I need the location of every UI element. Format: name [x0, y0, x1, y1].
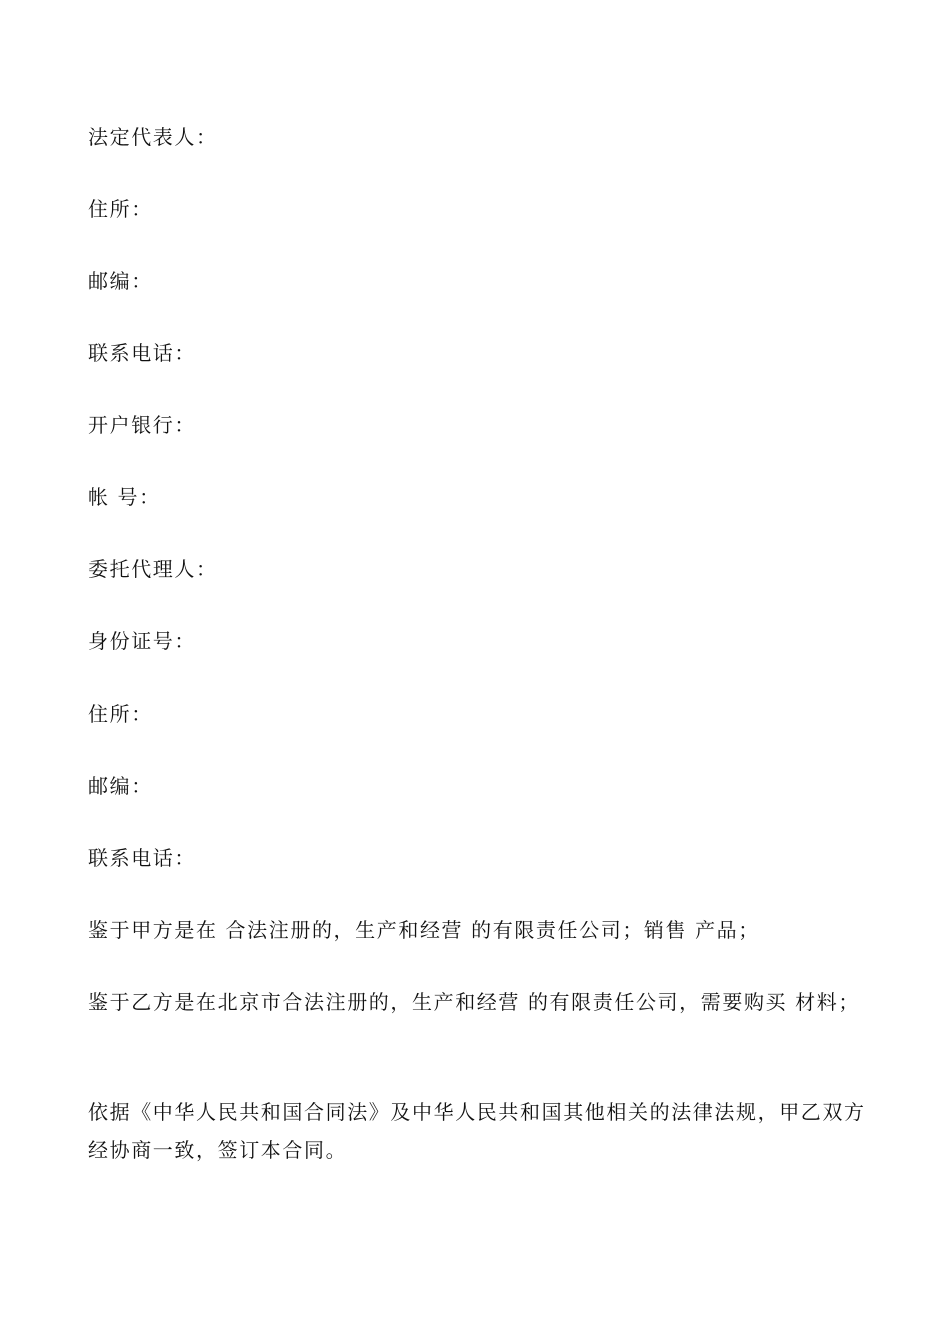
field-account-number: 帐 号： [88, 485, 161, 509]
field-postcode: 邮编： [88, 269, 153, 293]
field-authorized-agent: 委托代理人： [88, 557, 218, 581]
field-bank: 开户银行： [88, 413, 196, 437]
field-agent-address: 住所： [88, 702, 153, 726]
paragraph-legal-basis: 依据《中华人民共和国合同法》及中华人民共和国其他相关的法律法规，甲乙双方经协商一致，签订本合同。 [88, 1100, 866, 1162]
field-agent-phone: 联系电话： [88, 846, 196, 870]
paragraph-party-b: 鉴于乙方是在北京市合法注册的，生产和经营 的有限责任公司，需要购买 材料； [88, 990, 860, 1014]
paragraph-party-a: 鉴于甲方是在 合法注册的，生产和经营 的有限责任公司；销售 产品； [88, 918, 760, 942]
field-agent-postcode: 邮编： [88, 774, 153, 798]
field-address: 住所： [88, 197, 153, 221]
field-id-number: 身份证号： [88, 629, 196, 653]
field-phone: 联系电话： [88, 341, 196, 365]
field-legal-representative: 法定代表人： [88, 125, 218, 149]
